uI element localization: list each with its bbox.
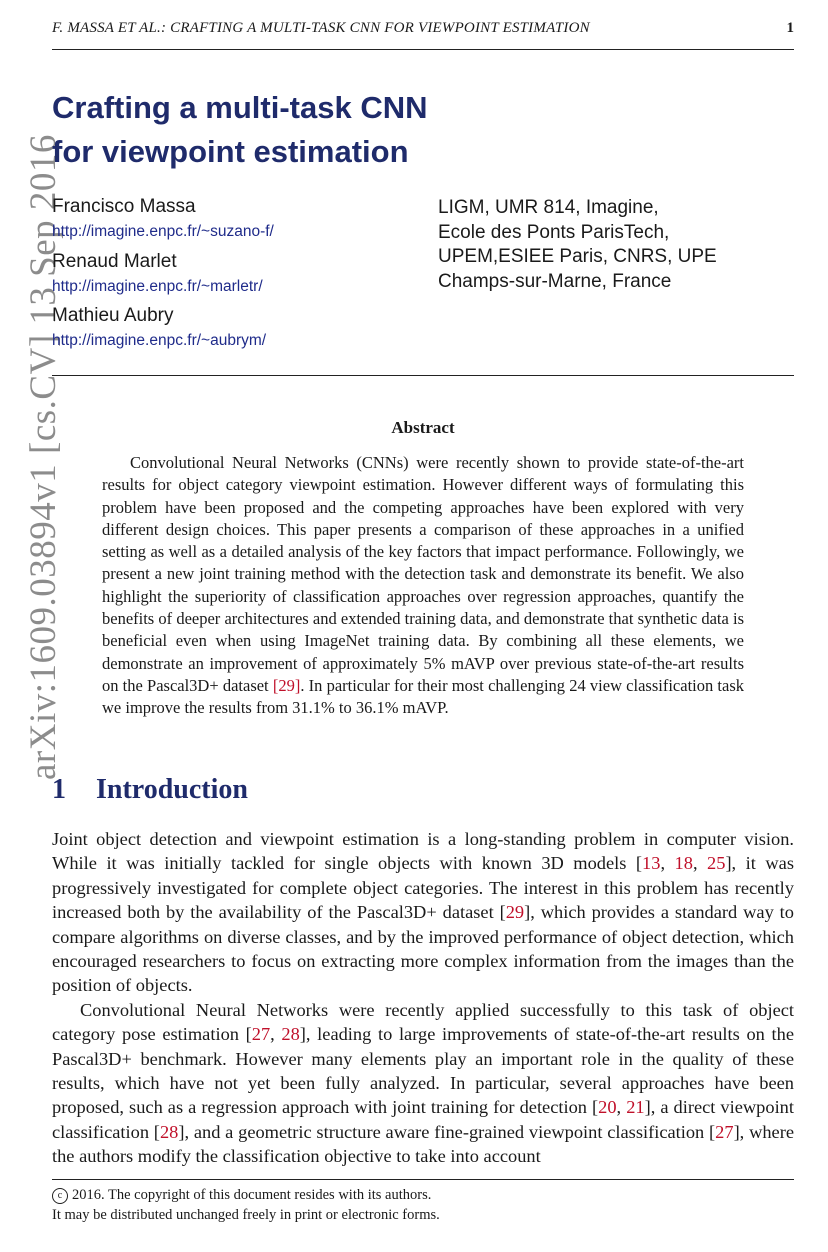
copyright-text: 2016. The copyright of this document resides with its authors. xyxy=(72,1187,432,1203)
citation-link[interactable]: 27 xyxy=(715,1121,734,1142)
citation-link[interactable]: 13 xyxy=(642,853,661,874)
page-number: 1 xyxy=(786,20,794,36)
affiliation xyxy=(438,196,717,294)
affiliation-line: Ecole des Ponts ParisTech, xyxy=(438,221,670,243)
citation-link[interactable]: 27 xyxy=(251,1024,271,1045)
paragraph xyxy=(52,827,794,998)
running-head: F. MASSA ET AL.: CRAFTING A MULTI-TASK CNN FOR VIEWPOINT ESTIMATION xyxy=(52,20,590,36)
title-line-2: for viewpoint estimation xyxy=(52,134,409,169)
author-name: Francisco Massa xyxy=(52,196,196,217)
abstract-body xyxy=(102,452,744,720)
citation-link[interactable]: 29 xyxy=(505,902,525,923)
author-name: Mathieu Aubry xyxy=(52,305,174,326)
section-title: Introduction xyxy=(96,774,248,805)
citation-link[interactable]: 20 xyxy=(598,1097,617,1118)
abstract-text: . In particular for their most challenging 24 view classification task we improve the results from 31.1% to 36.1% mAVP. xyxy=(102,675,744,718)
body-text: , xyxy=(616,1097,627,1118)
paragraph xyxy=(52,998,794,1169)
author-url-link[interactable]: http://imagine.enpc.fr/~marletr/ xyxy=(52,278,263,295)
body-text: ], and a geometric structure aware fine-grained viewpoint classification [ xyxy=(178,1121,716,1142)
introduction-body xyxy=(52,827,794,1169)
body-text: , xyxy=(660,853,675,874)
copyright-line xyxy=(52,1185,440,1205)
author-url-link[interactable]: http://imagine.enpc.fr/~aubrym/ xyxy=(52,332,267,349)
body-text: ], where the authors modify the classification objective to take into account xyxy=(52,1121,794,1167)
copyright-footer xyxy=(52,1185,440,1225)
header-rule xyxy=(52,49,794,50)
footer-rule xyxy=(52,1179,794,1180)
body-text: , xyxy=(692,853,708,874)
body-text: ], which provides a standard way to compare algorithms on diverse classes, and by the improved performance of object detection, which encouraged researchers to focus on extracting more complex information from the images than the position of objects. xyxy=(52,902,794,996)
citation-link[interactable]: 25 xyxy=(707,853,726,874)
section-number: 1 xyxy=(52,774,66,805)
paper-title xyxy=(52,86,427,174)
arxiv-stamp: arXiv:1609.03894v1 [cs.CV] 13 Sep 2016 xyxy=(23,134,64,780)
title-line-1: Crafting a multi-task CNN xyxy=(52,90,428,125)
copyright-icon: c xyxy=(52,1188,68,1204)
citation-link[interactable]: [29] xyxy=(272,675,301,695)
abstract-text: Convolutional Neural Networks (CNNs) were recently shown to provide state-of-the-art results for object category viewpoint estimation. However different ways of formulating this problem have been proposed and the competing approaches have been explored with very different design choices. This paper presents a comparison of these approaches in a unified setting as well as a detailed analysis of the key factors that impact performance. Followingly, we present a new joint training method with the detection task and demonstrate its benefit. We also highlight the superiority of classification approaches over regression approaches, quantify the benefits of deeper architectures and extended training data, and demonstrate that synthetic data is beneficial even when using ImageNet training data. By combining all these elements, we demonstrate an improvement of approximately 5% mAVP over previous state-of-the-art results on the Pascal3D+ dataset xyxy=(102,453,744,695)
body-text: , xyxy=(270,1024,282,1045)
citation-link[interactable]: 18 xyxy=(674,853,693,874)
body-text: ], it was progressively investigated for complete object categories. The interest in this problem has recently increased both by the availability of the Pascal3D+ dataset [ xyxy=(52,853,794,923)
affiliation-line: LIGM, UMR 814, Imagine, xyxy=(438,197,659,218)
affiliation-line: UPEM,ESIEE Paris, CNRS, UPE xyxy=(438,246,717,267)
citation-link[interactable]: 28 xyxy=(159,1121,179,1142)
body-text: ], a direct viewpoint classification [ xyxy=(52,1097,794,1142)
abstract-heading: Abstract xyxy=(391,418,455,437)
citation-link[interactable]: 21 xyxy=(626,1097,645,1118)
body-text: Convolutional Neural Networks were recently applied successfully to this task of object category pose estimation [ xyxy=(52,999,794,1045)
citation-link[interactable]: 28 xyxy=(281,1024,300,1045)
title-separator-rule xyxy=(52,375,794,376)
distribution-line: It may be distributed unchanged freely in print or electronic forms. xyxy=(52,1207,440,1223)
author-name: Renaud Marlet xyxy=(52,251,177,272)
affiliation-line: Champs-sur-Marne, France xyxy=(438,270,672,292)
author-url-link[interactable]: http://imagine.enpc.fr/~suzano-f/ xyxy=(52,223,274,240)
body-text: Joint object detection and viewpoint estimation is a long-standing problem in computer vision. While it was initially tackled for single objects with known 3D models [ xyxy=(52,829,794,874)
body-text: ], leading to large improvements of state-of-the-art results on the Pascal3D+ benchmark. However many elements play an important role in the quality of these results, which have not yet been fully analyzed. In particular, several approaches have been proposed, such as a regression approach with joint training for detection [ xyxy=(52,1024,794,1118)
